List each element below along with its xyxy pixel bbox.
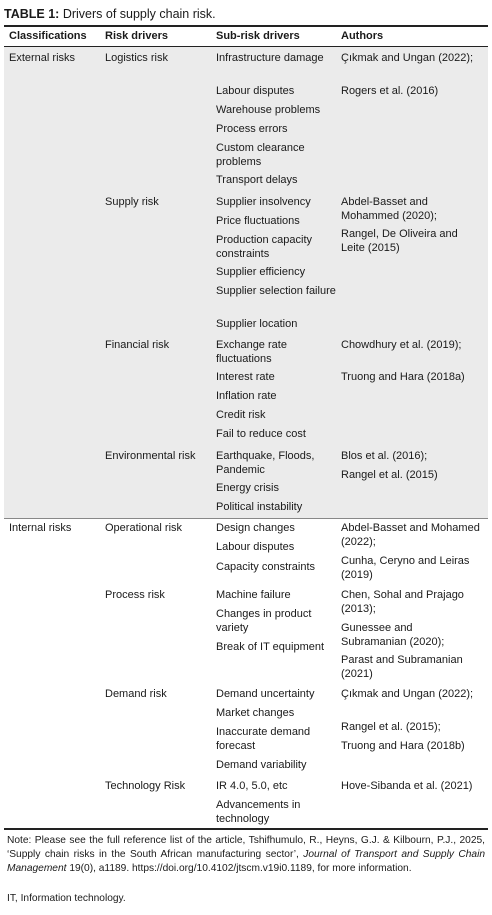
sub-risk-item: Earthquake, Floods, Pandemic — [216, 450, 315, 476]
table-label: TABLE 1: — [4, 7, 60, 21]
author-citation: Rangel, De Oliveira and Leite (2015) — [341, 228, 458, 254]
journal-name: Journal of Transport and Supply Chain Management — [7, 849, 485, 874]
sub-risk-item: Labour disputes — [216, 85, 295, 97]
sub-risk-item: Price fluctuations — [216, 215, 300, 227]
author-citation: Gunessee and Subramanian (2020); — [341, 622, 445, 648]
sub-risk-item: Labour disputes — [216, 541, 295, 553]
sub-risk-item: Advancements in technology — [216, 799, 301, 825]
author-citation: Rangel et al. (2015); — [341, 721, 441, 733]
note-text: Note: Please see the full reference list of the article, Tshifhumulo, R., Heyns, G.J. & Kilbourn, P.J., 2025, ‘Supply chain risks in the South African manufacturing sector’, — [7, 835, 485, 860]
sub-risk-item: Demand uncertainty — [216, 688, 315, 700]
sub-risk-item: Transport delays — [216, 174, 298, 186]
header-classifications: Classifications — [9, 30, 87, 42]
risk-driver-financial: Financial risk — [105, 339, 170, 351]
top-rule — [4, 25, 488, 27]
classification-external: External risks — [9, 52, 76, 64]
sub-risk-item: Supplier insolvency — [216, 196, 311, 208]
abbreviation-note: IT, Information technology. — [7, 893, 126, 904]
sub-risk-item: Political instability — [216, 501, 303, 513]
bottom-rule — [4, 828, 488, 830]
sub-risk-item: Production capacity constraints — [216, 234, 312, 260]
sub-risk-item: Fail to reduce cost — [216, 428, 306, 440]
author-citation: Truong and Hara (2018a) — [341, 371, 465, 383]
sub-risk-item: Process errors — [216, 123, 288, 135]
sub-risk-item: Custom clearance problems — [216, 142, 305, 168]
note-doi: 19(0), a1189. https://doi.org/10.4102/jtscm.v19i0.1189, for more information. — [69, 863, 412, 874]
author-citation: Rogers et al. (2016) — [341, 85, 439, 97]
author-citation: Hove-Sibanda et al. (2021) — [341, 780, 473, 792]
author-citation: Abdel-Basset and Mohamed (2022); — [341, 522, 480, 548]
sub-risk-item: Market changes — [216, 707, 295, 719]
sub-risk-item: Interest rate — [216, 371, 275, 383]
external-risks-section — [4, 47, 488, 518]
risk-driver-environmental: Environmental risk — [105, 450, 196, 462]
sub-risk-item: Changes in product variety — [216, 608, 312, 634]
author-citation: Blos et al. (2016); — [341, 450, 428, 462]
table-title: Drivers of supply chain risk. — [62, 7, 216, 21]
classification-internal: Internal risks — [9, 522, 72, 534]
risk-driver-supply: Supply risk — [105, 196, 159, 208]
sub-risk-item: Inflation rate — [216, 390, 277, 402]
sub-risk-item: Energy crisis — [216, 482, 279, 494]
risk-driver-demand: Demand risk — [105, 688, 167, 700]
risk-driver-logistics: Logistics risk — [105, 52, 168, 64]
sub-risk-item: Capacity constraints — [216, 561, 316, 573]
header-risk-drivers: Risk drivers — [105, 30, 168, 42]
author-citation: Chowdhury et al. (2019); — [341, 339, 462, 351]
sub-risk-item: Exchange rate fluctuations — [216, 339, 287, 365]
author-citation: Cunha, Ceryno and Leiras (2019) — [341, 555, 470, 581]
header-authors: Authors — [341, 30, 384, 42]
author-citation: Çıkmak and Ungan (2022); — [341, 688, 474, 700]
sub-risk-item: Supplier location — [216, 318, 298, 330]
section-divider — [4, 518, 488, 519]
author-citation: Çıkmak and Ungan (2022); — [341, 52, 474, 64]
risk-driver-technology: Technology Risk — [105, 780, 186, 792]
author-citation: Chen, Sohal and Prajago (2013); — [341, 589, 464, 615]
sub-risk-item: Inaccurate demand forecast — [216, 726, 311, 752]
sub-risk-item: Demand variability — [216, 759, 307, 771]
table-note — [7, 834, 485, 876]
risk-driver-operational: Operational risk — [105, 522, 183, 534]
sub-risk-item: Supplier efficiency — [216, 266, 306, 278]
sub-risk-item: Warehouse problems — [216, 104, 321, 116]
sub-risk-item: Machine failure — [216, 589, 291, 601]
sub-risk-item: Design changes — [216, 522, 295, 534]
risk-driver-process: Process risk — [105, 589, 165, 601]
sub-risk-item: Credit risk — [216, 409, 266, 421]
author-citation: Abdel-Basset and Mohammed (2020); — [341, 196, 437, 222]
author-citation: Truong and Hara (2018b) — [341, 740, 465, 752]
sub-risk-item: Supplier selection failure — [216, 285, 336, 297]
author-citation: Rangel et al. (2015) — [341, 469, 438, 481]
sub-risk-item: Break of IT equipment — [216, 641, 325, 653]
sub-risk-item: IR 4.0, 5.0, etc — [216, 780, 288, 792]
author-citation: Parast and Subramanian (2021) — [341, 654, 463, 680]
header-sub-risk-drivers: Sub-risk drivers — [216, 30, 300, 42]
table-caption — [4, 5, 488, 23]
sub-risk-item: Infrastructure damage — [216, 52, 324, 64]
